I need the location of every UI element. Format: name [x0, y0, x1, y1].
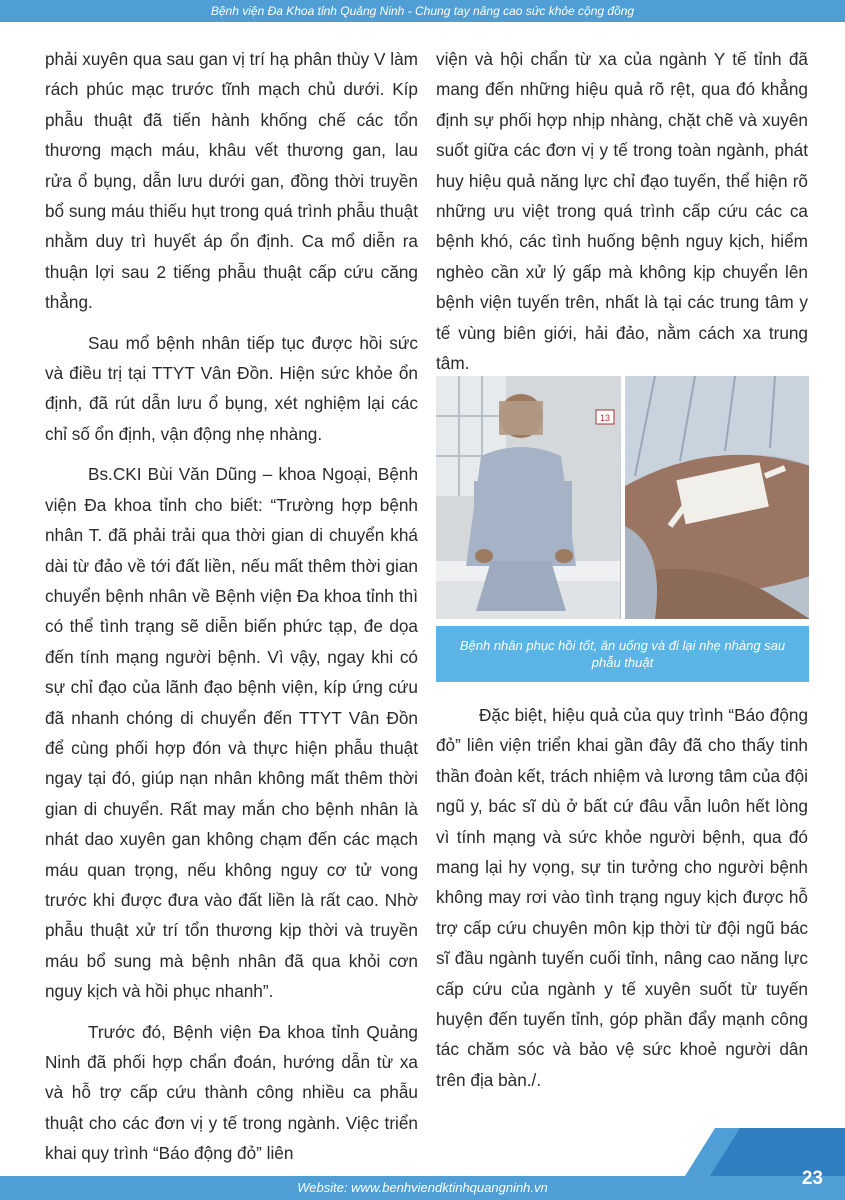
photo-pair — [436, 376, 809, 619]
footer-website: Website: www.benhviendktinhquangninh.vn — [297, 1180, 548, 1195]
patient-sitting-illustration — [436, 376, 620, 619]
page-number: 23 — [801, 1168, 823, 1189]
paragraph-4: Trước đó, Bệnh viện Đa khoa tỉnh Quảng Ninh đã phối hợp chẩn đoán, hướng dẫn từ xa và hỗ trợ cấp cứu thành công nhiều ca phẫu thuật cho các đơn vị y tế trong ngành. Việc triển khai quy trình “Báo động đỏ” liên — [45, 1021, 418, 1164]
paragraph-6: Đặc biệt, hiệu quả của quy trình “Báo động đỏ” liên viện triển khai gần đây đã cho thấy tinh thần đoàn kết, trách nhiệm và lương tâm của đội ngũ y, bác sĩ dù ở bất cứ đâu vẫn luôn hết lòng vì tính mạng và sức khỏe người bệnh, qua đó mang lại hy vọng, sự tin tưởng cho người bệnh không may rơi vào tình trạng nguy kịch được hỗ trợ cấp cứu chuyên môn kịp thời từ đội ngũ bác sĩ đầu ngành tuyến cuối tỉnh, nâng cao năng lực cấp cứu của ngành y tế xuyên suốt từ tuyến huyện đến tuyến tỉnh, góp phần đẩy mạnh công tác chăm sóc và bảo vệ sức khoẻ người dân trên địa bàn./. — [436, 705, 808, 1090]
abdomen-bandage-photo — [625, 376, 810, 619]
right-column-bottom — [436, 700, 808, 1105]
left-column — [45, 44, 418, 1179]
header-text: Bệnh viện Đa Khoa tỉnh Quảng Ninh - Chung tay nâng cao sức khỏe cộng đồng — [210, 4, 635, 18]
paragraph-5: viện và hội chẩn từ xa của ngành Y tế tỉnh đã mang đến những hiệu quả rõ rệt, qua đó khẳng định sự phối hợp nhịp nhàng, chặt chẽ và xuyên suốt giữa các đơn vị y tế trong toàn ngành, phát huy hiệu quả năng lực chỉ đạo tuyến, thể hiện rõ những ưu việt trong quá trình cấp cứu các ca bệnh khó, các tình huống bệnh nguy kịch, hiểm nghèo cần xử lý gấp mà không kịp chuyển lên bệnh viện tuyến trên, nhất là tại các trung tâm y tế vùng biên giới, hải đảo, nằm cách xa trung tâm. — [436, 49, 808, 374]
patient-sitting-photo — [436, 376, 621, 619]
paragraph-3: Bs.CKI Bùi Văn Dũng – khoa Ngoại, Bệnh viện Đa khoa tỉnh cho biết: “Trường hợp bệnh nhân T. đã phải trải qua thời gian di chuyển khá dài từ đảo về tới đất liền, nếu mất thêm thời gian chuyển bệnh nhân về Bệnh viện Đa khoa tỉnh thì có thể tình trạng sẽ diễn biến phức tạp, đe dọa đến tính mạng người bệnh. Vì vậy, ngay khi có sự chỉ đạo của lãnh đạo bệnh viện, kíp ứng cứu đã nhanh chóng di chuyển đến TTYT Vân Đồn để cùng phối hợp đón và thực hiện phẫu thuật ngay tại đó, giúp nạn nhân không mất thêm thời gian di chuyển. Rất may mắn cho bệnh nhân là nhát dao xuyên gan không chạm đến các mạch máu quan trọng, nếu không nguy cơ tử vong trước khi được đưa vào đất liền là rất cao. Nhờ phẫu thuật xử trí tổn thương kịp thời và truyền máu bổ sung mà bệnh nhân đã qua khỏi cơn nguy kịch và hồi phục nhanh”. — [45, 464, 418, 1002]
right-column-top — [436, 44, 808, 388]
abdomen-bandage-illustration — [625, 376, 810, 619]
paragraph-2: Sau mổ bệnh nhân tiếp tục được hồi sức và điều trị tại TTYT Vân Đồn. Hiện sức khỏe ổn định, đã rút dẫn lưu ổ bụng, xét nghiệm lại các chỉ số ổn định, vận động nhẹ nhàng. — [45, 332, 418, 444]
paragraph-1: phải xuyên qua sau gan vị trí hạ phân thùy V làm rách phúc mạc trước tĩnh mạch chủ dưới. Kíp phẫu thuật đã tiến hành khống chế các tổn thương mạch máu, khâu vết thương gan, lau rửa ổ bụng, dẫn lưu dưới gan, đồng thời truyền bổ sung máu thiếu hụt trong quá trình phẫu thuật nhằm duy trì huyết áp ổn định. Ca mổ diễn ra thuận lợi sau 2 tiếng phẫu thuật cấp cứu căng thẳng. — [45, 49, 418, 313]
photo-caption: Bệnh nhân phục hồi tốt, ăn uống và đi lại nhẹ nhàng sau phẫu thuật — [436, 626, 809, 682]
room-number-label: 13 — [599, 413, 611, 423]
